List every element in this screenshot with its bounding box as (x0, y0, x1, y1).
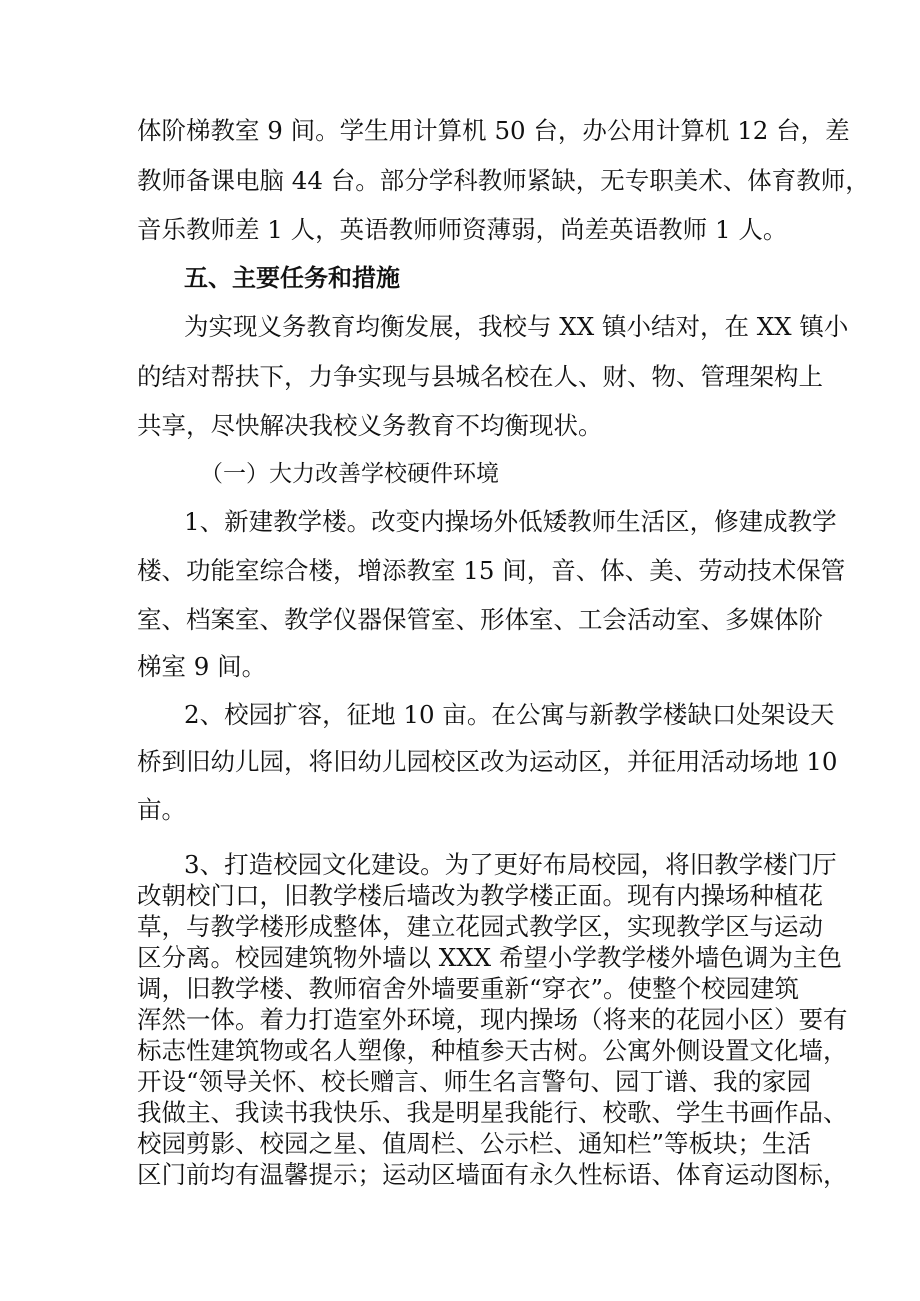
text-line: 为实现义务教育均衡发展，我校与 XX 镇小结对，在 XX 镇小 (184, 312, 849, 341)
text-line: 体阶梯教室 9 间。学生用计算机 50 台，办公用计算机 12 台，差 (137, 116, 850, 145)
text-line: 浑然一体。着力打造室外环境，现内操场（将来的花园小区）要有 (137, 1005, 848, 1034)
text-line: 亩。 (137, 795, 186, 824)
text-line: 改朝校门口，旧教学楼后墙改为教学楼正面。现有内操场种植花 (137, 881, 823, 910)
text-line: 区门前均有温馨提示；运动区墙面有永久性标语、体育运动图标， (137, 1160, 848, 1189)
text-line: 梯室 9 间。 (137, 652, 267, 681)
text-line: 楼、功能室综合楼，增添教室 15 间，音、体、美、劳动技术保管 (137, 556, 846, 585)
text-line: 开设“领导关怀、校长赠言、师生名言警句、园丁谱、我的家园 (137, 1067, 812, 1096)
text-line: 室、档案室、教学仪器保管室、形体室、工会活动室、多媒体阶 (137, 605, 823, 634)
subsection-heading: （一）大力改善学校硬件环境 (200, 461, 499, 487)
text-line: 2、校园扩容，征地 10 亩。在公寓与新教学楼缺口处架设天 (184, 700, 835, 729)
section-heading: 五、主要任务和措施 (184, 264, 400, 292)
text-line: 共享，尽快解决我校义务教育不均衡现状。 (137, 411, 603, 440)
text-line: 我做主、我读书我快乐、我是明星我能行、校歌、学生书画作品、 (137, 1098, 848, 1127)
text-line: 教师备课电脑 44 台。部分学科教师紧缺，无专职美术、体育教师， (137, 166, 870, 195)
text-line: 区分离。校园建筑物外墙以 XXX 希望小学教学楼外墙色调为主色 (137, 943, 842, 972)
text-line: 3、打造校园文化建设。为了更好布局校园，将旧教学楼门厅 (184, 850, 837, 879)
text-line: 标志性建筑物或名人塑像，种植参天古树。公寓外侧设置文化墙， (137, 1036, 848, 1065)
text-line: 桥到旧幼儿园，将旧幼儿园校区改为运动区，并征用活动场地 10 (137, 747, 838, 776)
text-line: 调，旧教学楼、教师宿舍外墙要重新“穿衣”。使整个校园建筑 (137, 974, 800, 1003)
text-line: 的结对帮扶下，力争实现与县城名校在人、财、物、管理架构上 (137, 362, 823, 391)
text-line: 校园剪影、校园之星、值周栏、公示栏、通知栏”等板块；生活 (137, 1129, 812, 1158)
text-line: 1、新建教学楼。改变内操场外低矮教师生活区，修建成教学 (184, 507, 837, 536)
text-line: 音乐教师差 1 人，英语教师师资薄弱，尚差英语教师 1 人。 (137, 215, 788, 244)
text-line: 草，与教学楼形成整体，建立花园式教学区，实现教学区与运动 (137, 912, 823, 941)
